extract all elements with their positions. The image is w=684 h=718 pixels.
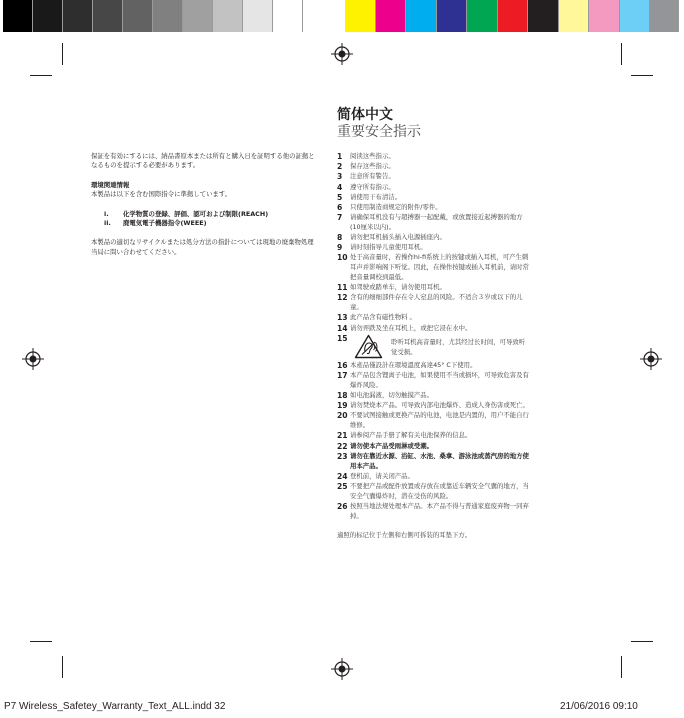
directive-item: ii. 廃電気電子機器指令(WEEE) <box>104 219 207 228</box>
list-item <box>337 293 531 313</box>
item-text: 请时刻指导儿童使用耳机。 <box>350 243 427 252</box>
item-number: 18 <box>337 390 348 400</box>
item-number: 5 <box>337 192 343 202</box>
color-swatch <box>437 0 468 32</box>
list-item <box>337 371 531 391</box>
item-number: 23 <box>337 451 348 461</box>
list-item <box>337 253 531 282</box>
section-subtitle: 重要安全指示 <box>337 124 421 140</box>
list-item <box>337 243 531 253</box>
color-swatch <box>620 0 651 32</box>
color-swatch <box>406 0 437 32</box>
item-text: 本产品包含锂离子电池，如果使用不当或损坏，可导致危害及有爆炸风险。 <box>350 371 529 389</box>
item-number: 19 <box>337 401 348 411</box>
footer-note: 適照的标记位于左側和右側可拆装的耳垫下方。 <box>337 531 472 540</box>
crop-mark <box>631 641 653 642</box>
list-item <box>337 152 531 162</box>
list-item <box>337 401 531 411</box>
gray-swatch <box>33 0 63 32</box>
list-item <box>337 482 531 502</box>
gray-swatch <box>3 0 33 32</box>
item-text: 如电池漏液，切勿触摸产品。 <box>350 390 434 399</box>
item-number: 9 <box>337 243 343 253</box>
item-text: 请勿弄跌及坐在耳机上，或把它浸在水中。 <box>350 323 472 332</box>
directive-list <box>91 210 319 229</box>
item-number: 20 <box>337 411 348 421</box>
item-text: 请参阅产品手册了解有关电池保养的信息。 <box>350 431 472 440</box>
item-number: 11 <box>337 283 348 293</box>
crop-mark <box>62 656 63 678</box>
color-swatch <box>528 0 559 32</box>
color-swatch <box>589 0 620 32</box>
environment-heading: 環境関連情報 <box>91 180 130 189</box>
crop-mark <box>621 656 622 678</box>
list-item <box>337 203 531 213</box>
item-text: 请使用干布清洁。 <box>350 192 402 201</box>
list-item <box>337 411 531 431</box>
gray-swatch <box>63 0 93 32</box>
item-number: 22 <box>337 441 348 451</box>
disposal-note: 本製品の適切なリサイクルまたは処分方法の指針については現地の廃棄物処理当局に問い合わせてください。 <box>91 238 314 256</box>
item-text: 按照当地法规处理本产品。本产品不得与普通家庭废弃物一同弃掉。 <box>350 501 529 520</box>
item-text: 保存这些指示。 <box>350 162 395 171</box>
item-number: 1 <box>337 152 343 161</box>
item-text: 遵守所有指示。 <box>350 182 395 191</box>
item-text: 请确保耳机没有与超搏器一起配戴，或放置接近起搏器的地方(10厘米以内)。 <box>350 213 523 231</box>
item-text: 请勿使本产品受雨淋或受潮。 <box>350 441 434 450</box>
list-item <box>337 324 531 334</box>
item-number: 10 <box>337 253 348 263</box>
safety-instructions <box>337 152 531 541</box>
item-number: 3 <box>337 172 343 182</box>
section-title: 简体中文 <box>337 107 393 123</box>
color-swatch <box>559 0 590 32</box>
item-number: 14 <box>337 323 348 333</box>
gray-swatch <box>213 0 243 32</box>
directive-item: i. 化学物質の登録、評価、認可および制限(REACH) <box>104 209 269 218</box>
registration-mark-left <box>22 348 44 370</box>
gray-swatch <box>123 0 153 32</box>
item-text: 只使用制造商规定的附件/零件。 <box>350 202 442 211</box>
crop-mark <box>30 641 52 642</box>
list-item <box>337 313 531 323</box>
item-number: 26 <box>337 501 348 511</box>
item-number: 17 <box>337 371 348 380</box>
gray-swatch <box>273 0 303 32</box>
item-number: 13 <box>337 313 348 323</box>
item-text: 此产品含有磁性物料 。 <box>350 313 416 322</box>
item-number: 21 <box>337 431 348 441</box>
item-number: 16 <box>337 360 348 370</box>
list-item <box>337 502 531 522</box>
item-text: 阅读这些指示。 <box>350 152 395 160</box>
warranty-note: 保証を有効にするには、納品書原本または所有と購入日を証明する他の証拠となるものを提示する必要があります。 <box>91 152 315 170</box>
list-item <box>337 283 531 293</box>
crop-mark <box>62 43 63 65</box>
color-swatch <box>498 0 529 32</box>
item-text: 如驾驶或踏单车，请勿使用耳机。 <box>350 283 446 292</box>
item-number: 25 <box>337 481 348 491</box>
item-text: 请勿把耳机插头插入电源插座内。 <box>350 233 446 242</box>
list-item <box>337 442 531 452</box>
color-swatch <box>650 0 679 32</box>
list-item <box>337 233 531 243</box>
slug-file-name: P7 Wireless_Safetey_Warranty_Text_ALL.indd 32 <box>4 701 226 712</box>
list-item <box>337 183 531 193</box>
item-text: 处于高音量时，若操作hi-fi系统上的按键或插入耳机，可产生刺耳声并影响阁下听觉。因此，在操作按键或插入耳机前，请时常把音量调校到最低。 <box>350 253 529 282</box>
list-item <box>337 391 531 401</box>
environment-intro: 本製品は以下を含む国際指令に準拠しています。 <box>91 190 232 199</box>
item-text: 请勿焚烧本产品。可导致内部电池爆炸、造成人身伤害或死亡。 <box>350 401 529 410</box>
item-text: 不要试图接触或更换产品的电池，电池是内置的，用户不能自行维修。 <box>350 411 529 430</box>
list-item <box>337 172 531 182</box>
list-item <box>337 452 531 472</box>
list-item <box>337 193 531 203</box>
registration-mark-top <box>331 43 353 65</box>
item-text: 不要把产品或配件放置或存放在或靠近车辆安全气囊的地方，当安全气囊爆炸时，潜在受伤的风险。 <box>350 481 529 500</box>
hearing-damage-warning-icon <box>354 334 383 359</box>
crop-mark <box>30 75 52 76</box>
list-item <box>337 213 531 233</box>
list-item <box>337 361 531 371</box>
color-swatch <box>376 0 407 32</box>
item-number: 7 <box>337 213 343 223</box>
item-number: 8 <box>337 233 343 243</box>
gray-swatch <box>93 0 123 32</box>
crop-mark <box>621 43 622 65</box>
item-number: 2 <box>337 162 343 172</box>
gray-swatch <box>153 0 183 32</box>
japanese-section <box>91 152 319 267</box>
item-number: 6 <box>337 202 343 212</box>
item-number: 12 <box>337 293 348 303</box>
color-swatch <box>345 0 376 32</box>
gray-swatch <box>243 0 273 32</box>
crop-mark <box>631 75 653 76</box>
color-swatch <box>467 0 498 32</box>
list-item <box>337 162 531 172</box>
list-item-hearing-warning: 15 聆听耳机高音量时，尤其经过长时间，可导致听觉受损。 <box>337 334 531 359</box>
item-number: 24 <box>337 471 348 481</box>
item-number: 4 <box>337 182 343 192</box>
list-item <box>337 472 531 482</box>
item-text: 请勿在靠近水源、浴缸、水池、桑拿、游泳池或蒸汽房的地方使用本产品。 <box>350 451 529 470</box>
registration-mark-right <box>640 348 662 370</box>
gray-swatch <box>183 0 213 32</box>
item-text: 注意所有警告。 <box>350 172 395 181</box>
item-text: 本產品僅設計在環境溫度高達45° C下使用。 <box>350 360 477 369</box>
slug-timestamp: 21/06/2016 09:10 <box>560 701 638 712</box>
list-item <box>337 431 531 441</box>
item-text: 登机前，请关闭产品。 <box>350 471 414 480</box>
item-text: 含有的细细部件存在令人窒息的风险。不适合３岁或以下的儿童。 <box>350 293 523 312</box>
registration-mark-bottom <box>331 658 353 680</box>
